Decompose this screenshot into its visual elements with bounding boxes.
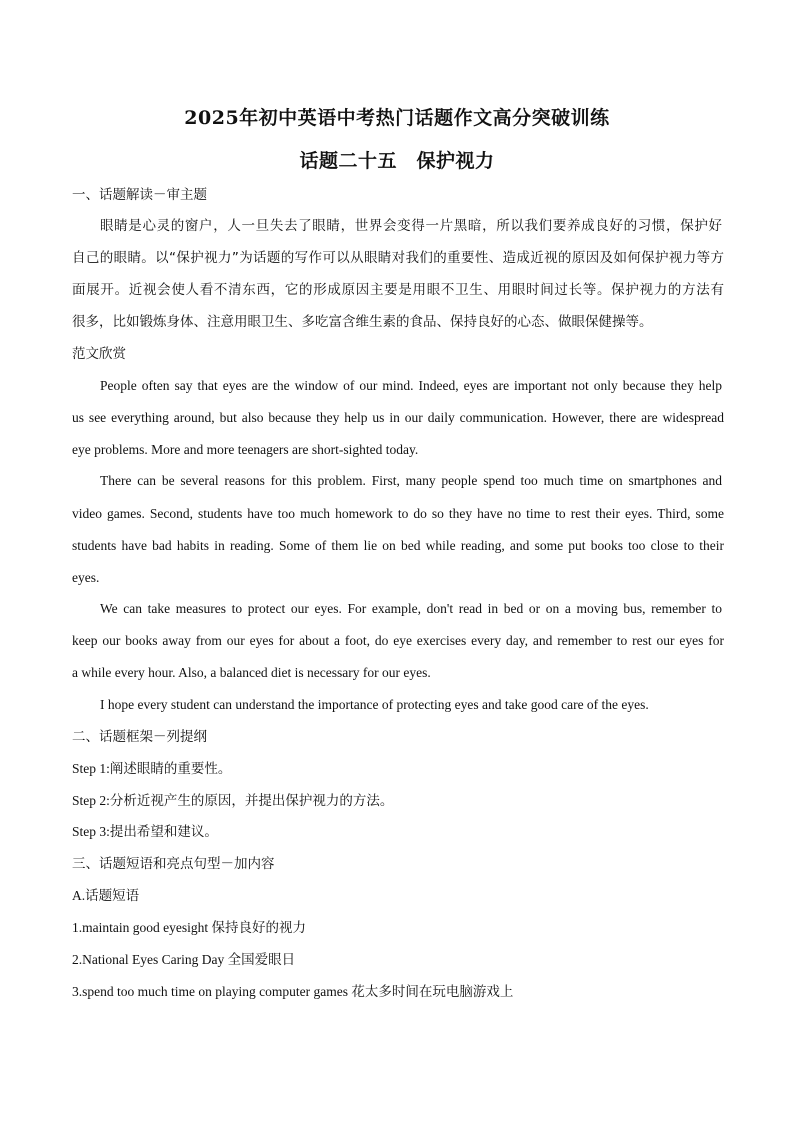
phrase-3-zh: 花太多时间在玩电脑游戏上 (351, 984, 514, 1000)
phrases-heading (72, 887, 724, 905)
phrase-3 (72, 983, 724, 1001)
essay-p1-line-3: eye problems. More and more teenagers are short-sighted today. (72, 442, 419, 457)
intro-line-1: 眼睛是心灵的窗户，人一旦失去了眼睛，世界会变得一片黑暗，所以我们要养成良好的习惯，保护好 (100, 218, 722, 234)
step-1 (72, 760, 724, 778)
essay-p2-line-3: students have bad habits in reading. Some of them lie on bed while reading, and some put books too close to their (72, 538, 724, 553)
section-2-heading: 二、话题框架－列提纲 (72, 729, 207, 745)
section-3-heading: 三、话题短语和亮点句型－加内容 (72, 856, 275, 872)
step-1-text: 阐述眼睛的重要性。 (109, 761, 232, 777)
essay-p3-line-3: a while every hour. Also, a balanced diet is necessary for our eyes. (72, 665, 431, 680)
essay-p2-line-2: video games. Second, students have too much homework to do so they have no time to rest their eyes. Third, some (72, 506, 724, 521)
document-title: 2025年初中英语中考热门话题作文高分突破训练 (184, 107, 610, 129)
essay-p4-line-1: I hope every student can understand the importance of protecting eyes and take good care of the eyes. (100, 697, 649, 712)
phrase-1-zh: 保持良好的视力 (211, 920, 306, 936)
step-2 (72, 792, 724, 810)
phrases-heading-text: 话题短语 (85, 888, 140, 904)
intro-line-2: 自己的眼睛。以“保护视力”为话题的写作可以从眼睛对我们的重要性、造成近视的原因及如何保护视力等方 (72, 250, 724, 266)
step-2-label: Step 2: (72, 793, 110, 808)
essay-p3-line-1: We can take measures to protect our eyes. For example, don't read in bed or on a moving bus, remember to (100, 601, 722, 616)
intro-line-3: 面展开。近视会使人看不清东西，它的形成原因主要是用眼不卫生、用眼时间过长等。保护视力的方法有 (72, 282, 724, 298)
phrase-1 (72, 919, 724, 937)
step-3-label: Step 3: (72, 824, 110, 839)
essay-p3-line-2: keep our books away from our eyes for about a foot, do eye exercises every day, and remember to rest our eyes for (72, 633, 724, 648)
essay-p2-line-4: eyes. (72, 570, 100, 585)
topic-title: 话题二十五 保护视力 (299, 150, 495, 172)
phrase-3-en: 3.spend too much time on playing computer games (72, 984, 352, 999)
step-2-text: 分析近视产生的原因，并提出保护视力的方法。 (109, 793, 394, 809)
step-3-text: 提出希望和建议。 (109, 824, 218, 840)
intro-line-4: 很多，比如锻炼身体、注意用眼卫生、多吃富含维生素的食品、保持良好的心态、做眼保健操等。 (72, 314, 653, 330)
essay-p1-line-2: us see everything around, but also because they help us in our daily communication. However, there are widespread (72, 410, 724, 425)
step-3 (72, 823, 724, 841)
phrase-2-en: 2.National Eyes Caring Day (72, 952, 228, 967)
essay-p1-line-1: People often say that eyes are the window of our mind. Indeed, eyes are important not only because they help (100, 378, 722, 393)
phrases-heading-letter: A. (72, 888, 86, 903)
step-1-label: Step 1: (72, 761, 110, 776)
phrase-1-en: 1.maintain good eyesight (72, 920, 212, 935)
phrase-2-zh: 全国爱眼日 (227, 952, 296, 968)
model-essay-heading: 范文欣赏 (72, 346, 126, 362)
section-1-heading: 一、话题解读－审主题 (72, 187, 207, 203)
phrase-2 (72, 951, 724, 969)
essay-p2-line-1: There can be several reasons for this problem. First, many people spend too much time on smartphones and (100, 473, 722, 488)
